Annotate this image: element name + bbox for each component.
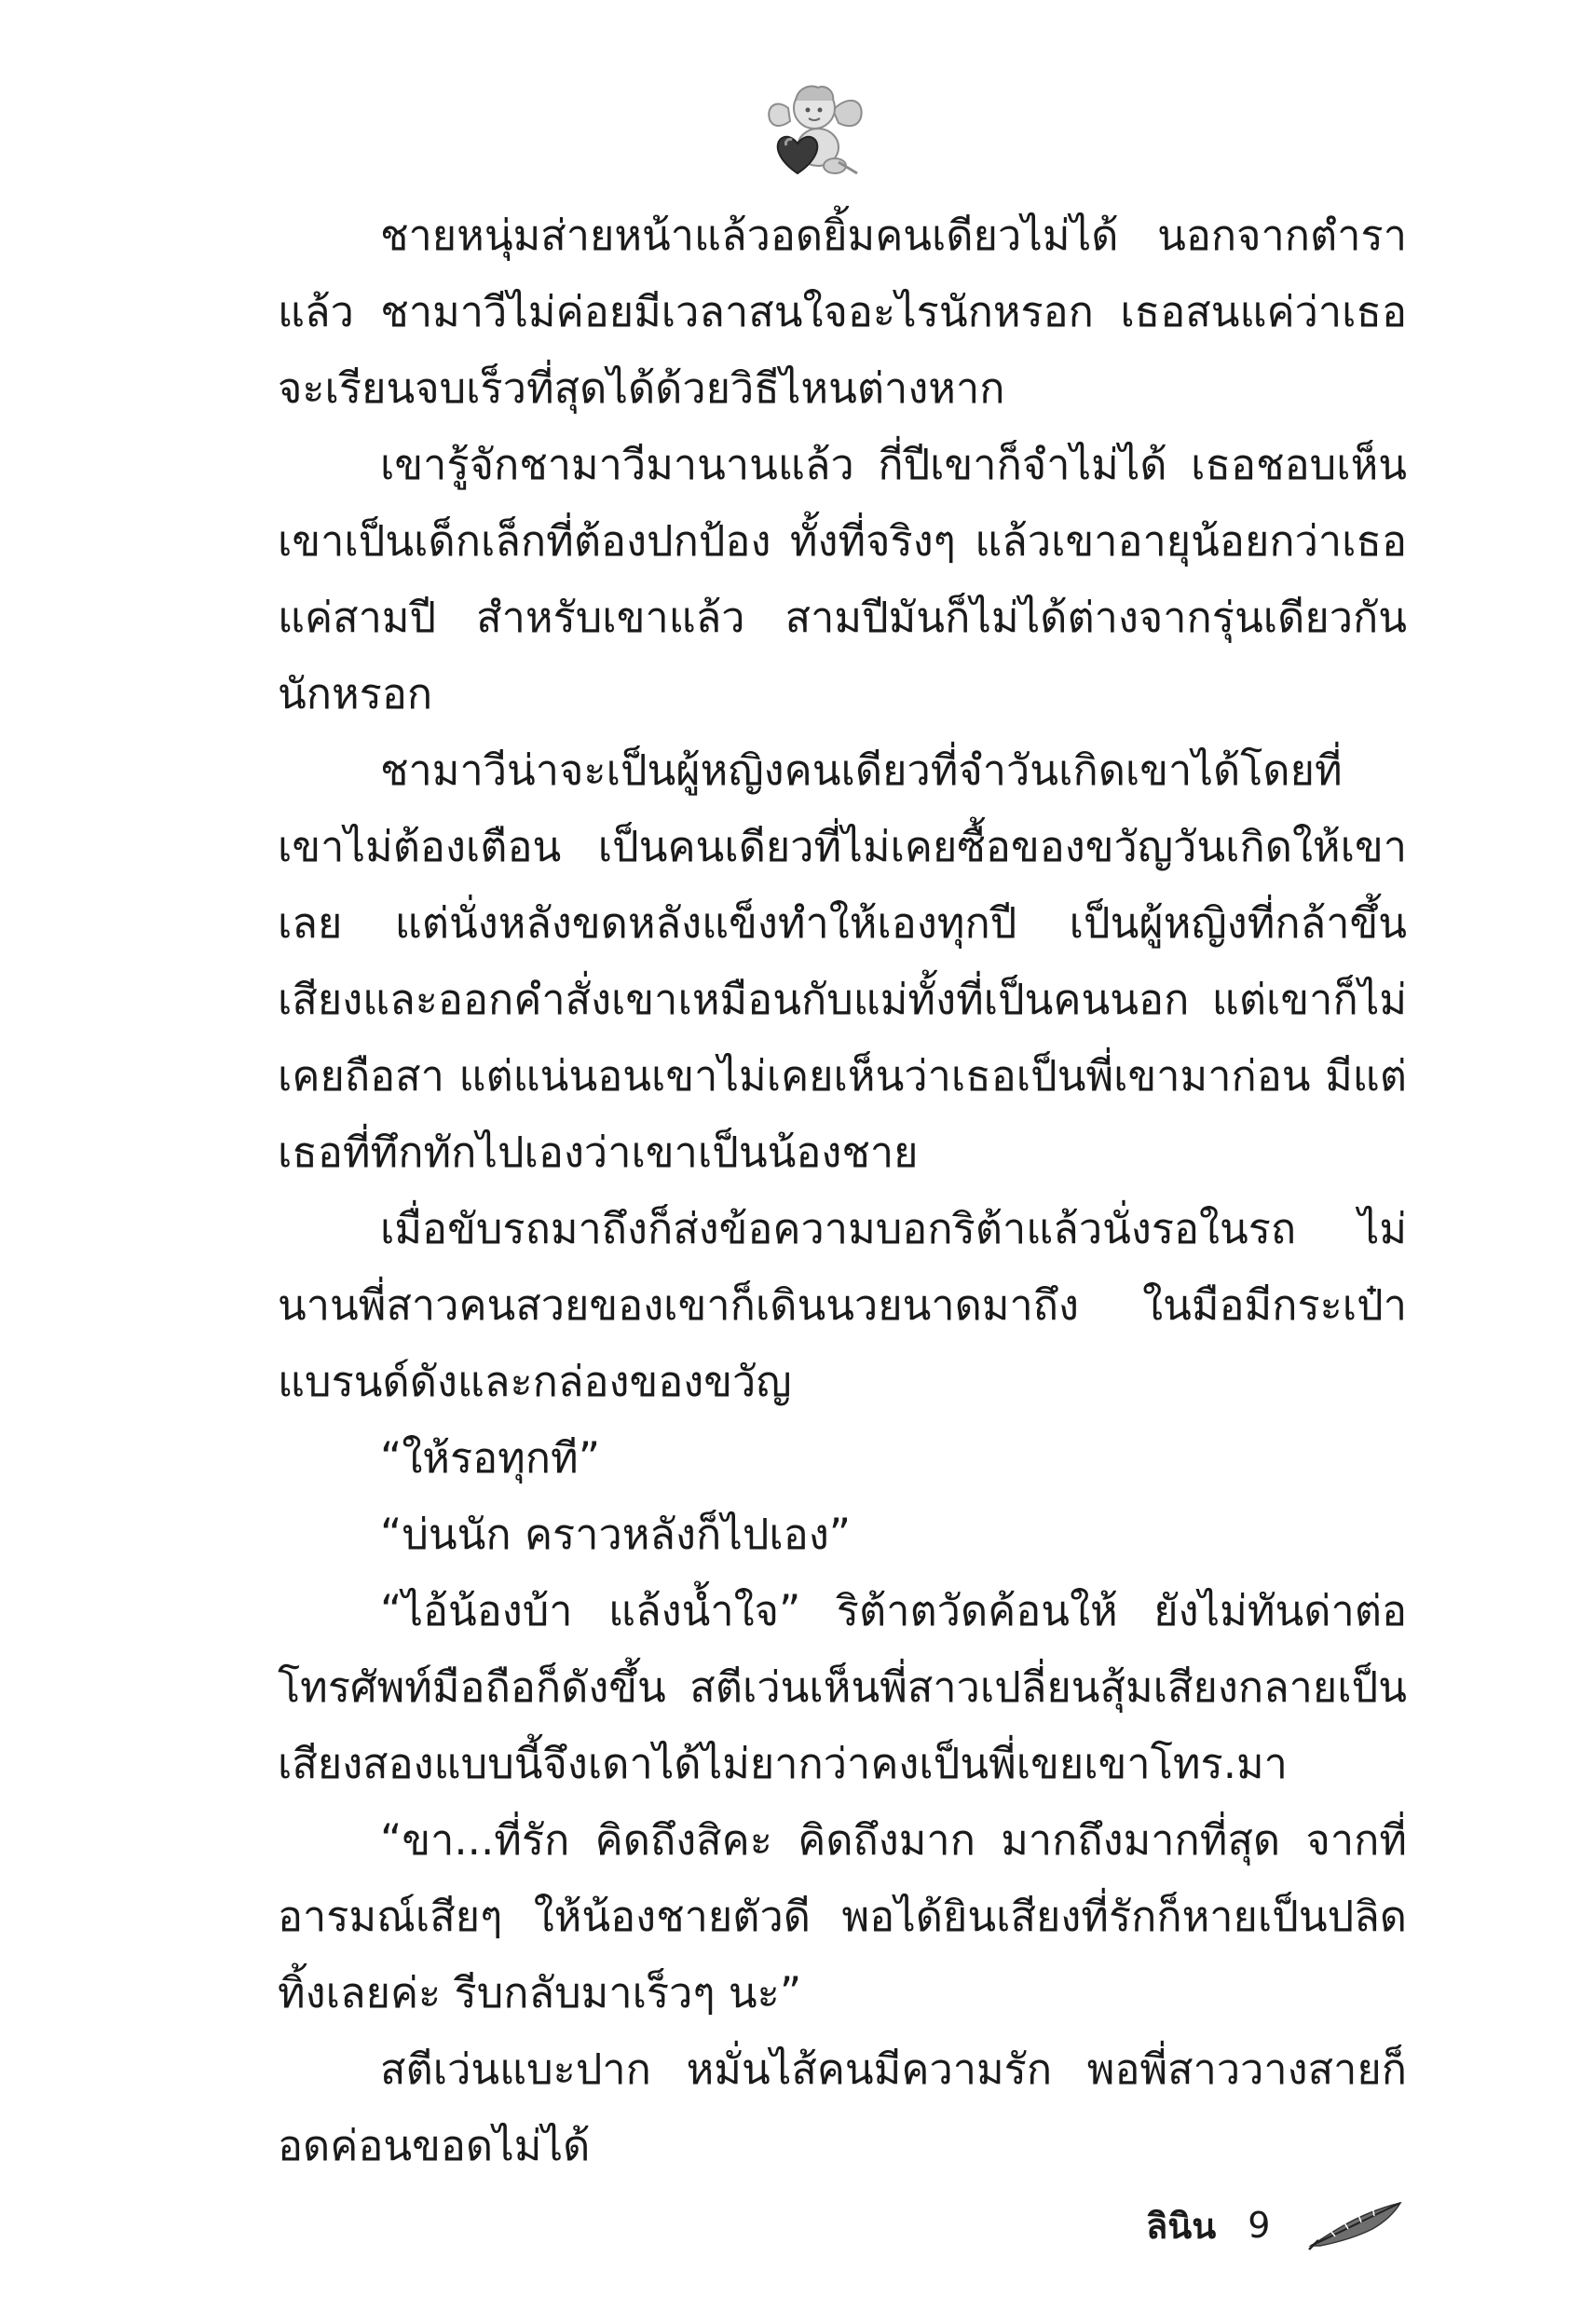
dialogue-line: “บ่นนัก คราวหลังก็ไปเอง”	[380, 1510, 852, 1559]
page-number: 9	[1248, 2205, 1271, 2246]
dialogue-line: “ให้รอทุกที”	[380, 1433, 601, 1483]
paragraph: เมื่อขับรถมาถึงก็ส่งข้อความบอกริต้าแล้วนั่งรอในรถ ไม่นานพี่สาวคนสวยของเขาก็เดินนวยนาดมาถึง ในมือมีกระเป๋าแบรนด์ดังและกล่องของขวัญ	[278, 1204, 1407, 1406]
footer-author: ลินิน	[1146, 2205, 1217, 2247]
page-footer	[1146, 2188, 1425, 2263]
paragraph: ชายหนุ่มส่ายหน้าแล้วอดยิ้มคนเดียวไม่ได้ นอกจากตำราแล้ว ชามาวีไม่ค่อยมีเวลาสนใจอะไรนักหรอก เธอสนแค่ว่าเธอจะเรียนจบเร็วที่สุดได้ด้วยวิธีไหนต่างหาก	[278, 211, 1407, 413]
cherub-holding-heart-icon	[760, 73, 868, 181]
paragraph: “ขา...ที่รัก คิดถึงสิคะ คิดถึงมาก มากถึงมากที่สุด จากที่อารมณ์เสียๆ ให้น้องชายตัวดี พอได้ยินเสียงที่รักก็หายเป็นปลิดทิ้งเลยค่ะ รีบกลับมาเร็วๆ นะ”	[278, 1815, 1407, 2017]
paragraph: เขารู้จักชามาวีมานานแล้ว กี่ปีเขาก็จำไม่ได้ เธอชอบเห็นเขาเป็นเด็กเล็กที่ต้องปกป้อง ทั้งที่จริงๆ แล้วเขาอายุน้อยกว่าเธอแค่สามปี สำหรับเขาแล้ว สามปีมันก็ไม่ได้ต่างจากรุ่นเดียวกันนักหรอก	[278, 440, 1407, 718]
paragraph: ชามาวีน่าจะเป็นผู้หญิงคนเดียวที่จำวันเกิดเขาได้โดยที่เขาไม่ต้องเตือน เป็นคนเดียวที่ไม่เคยซื้อของขวัญวันเกิดให้เขาเลย แต่นั่งหลังขดหลังแข็งทำให้เองทุกปี เป็นผู้หญิงที่กล้าขึ้นเสียงและออกคำสั่งเขาเหมือนกับแม่ทั้งที่เป็นคนนอก แต่เขาก็ไม่เคยถือสา แต่แน่นอนเขาไม่เคยเห็นว่าเธอเป็นพี่เขามาก่อน มีแต่เธอที่ทึกทักไปเองว่าเขาเป็นน้องชาย	[278, 745, 1407, 1177]
paragraph: “ไอ้น้องบ้า แล้งน้ำใจ” ริต้าตวัดค้อนให้ ยังไม่ทันด่าต่อโทรศัพท์มือถือก็ดังขึ้น สตีเว่นเห็นพี่สาวเปลี่ยนสุ้มเสียงกลายเป็นเสียงสองแบบนี้จึงเดาได้ไม่ยากว่าคงเป็นพี่เขยเขาโทร.มา	[278, 1586, 1407, 1788]
feather-icon	[1307, 2199, 1404, 2251]
paragraph: สตีเว่นแบะปาก หมั่นไส้คนมีความรัก พอพี่สาววางสายก็อดค่อนขอดไม่ได้	[278, 2044, 1407, 2170]
body-text	[278, 198, 1407, 2184]
